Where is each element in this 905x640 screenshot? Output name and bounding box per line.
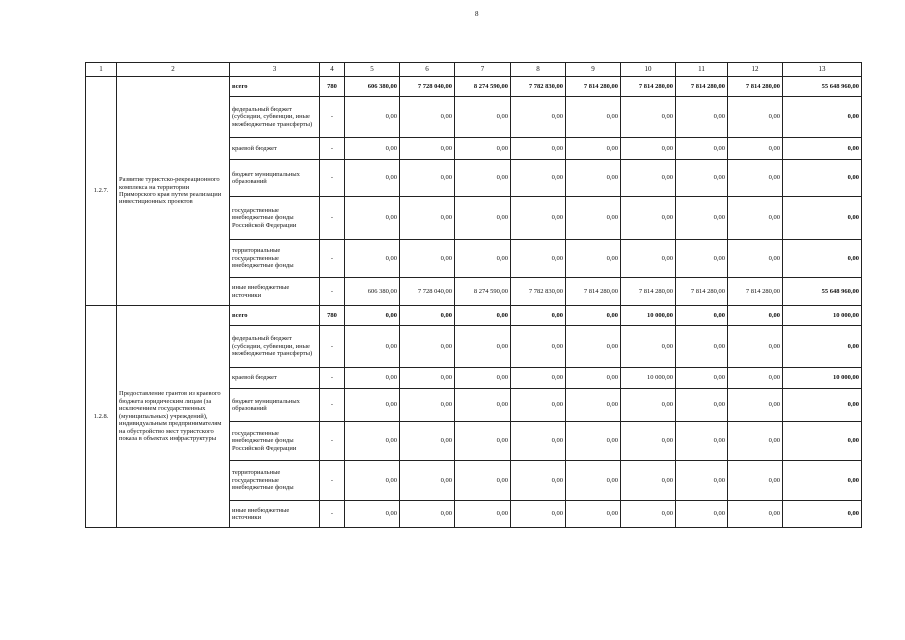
column-number: 11 [676, 63, 728, 77]
amount-cell: 0,00 [566, 160, 621, 197]
amount-cell: 10 000,00 [621, 368, 676, 389]
amount-cell: 7 814 280,00 [621, 77, 676, 97]
amount-cell: 0,00 [728, 501, 783, 528]
amount-cell: 0,00 [511, 461, 566, 501]
funding-source: территориальные государственные внебюджетные фонды [230, 461, 320, 501]
amount-cell: 0,00 [455, 138, 511, 160]
amount-cell: 0,00 [455, 501, 511, 528]
amount-cell: 0,00 [621, 501, 676, 528]
amount-cell: 0,00 [511, 197, 566, 240]
table-row [86, 306, 862, 326]
amount-cell: 0,00 [345, 138, 400, 160]
amount-cell: 0,00 [621, 461, 676, 501]
amount-cell: 0,00 [400, 138, 455, 160]
amount-cell: 0,00 [783, 240, 862, 278]
amount-cell: 0,00 [400, 422, 455, 461]
column-4-value: - [320, 368, 345, 389]
amount-cell: 0,00 [676, 389, 728, 422]
amount-cell: 0,00 [676, 138, 728, 160]
amount-cell: 7 814 280,00 [566, 278, 621, 306]
amount-cell: 0,00 [676, 326, 728, 368]
amount-cell: 0,00 [676, 501, 728, 528]
amount-cell: 0,00 [728, 306, 783, 326]
amount-cell: 0,00 [728, 240, 783, 278]
column-4-value: - [320, 160, 345, 197]
amount-cell: 0,00 [621, 160, 676, 197]
column-number: 12 [728, 63, 783, 77]
amount-cell: 0,00 [783, 160, 862, 197]
amount-cell: 0,00 [676, 422, 728, 461]
amount-cell: 0,00 [676, 461, 728, 501]
amount-cell: 0,00 [783, 389, 862, 422]
funding-source: всего [230, 306, 320, 326]
amount-cell: 0,00 [621, 389, 676, 422]
amount-cell: 0,00 [566, 197, 621, 240]
amount-cell: 7 814 280,00 [676, 77, 728, 97]
column-number: 8 [511, 63, 566, 77]
amount-cell: 0,00 [621, 326, 676, 368]
amount-cell: 0,00 [676, 97, 728, 138]
amount-cell: 0,00 [345, 422, 400, 461]
amount-cell: 0,00 [455, 389, 511, 422]
amount-cell: 0,00 [511, 422, 566, 461]
column-4-value: - [320, 278, 345, 306]
amount-cell: 0,00 [345, 197, 400, 240]
amount-cell: 0,00 [511, 501, 566, 528]
amount-cell: 0,00 [783, 422, 862, 461]
amount-cell: 0,00 [566, 240, 621, 278]
column-number: 5 [345, 63, 400, 77]
amount-cell: 0,00 [728, 97, 783, 138]
amount-cell: 7 728 040,00 [400, 77, 455, 97]
column-4-value: - [320, 97, 345, 138]
funding-source: территориальные государственные внебюджетные фонды [230, 240, 320, 278]
column-number: 13 [783, 63, 862, 77]
amount-cell: 0,00 [566, 138, 621, 160]
column-4-value: 780 [320, 77, 345, 97]
amount-cell: 0,00 [566, 326, 621, 368]
column-4-value: - [320, 389, 345, 422]
column-number: 9 [566, 63, 621, 77]
item-name: Развитие туристско-рекреационного комплекса на территории Приморского края путем реализации инвестиционных проектов [117, 77, 230, 306]
amount-cell: 0,00 [566, 368, 621, 389]
amount-cell: 606 380,00 [345, 77, 400, 97]
amount-cell: 0,00 [566, 422, 621, 461]
page-number: 8 [475, 10, 479, 18]
amount-cell: 0,00 [783, 97, 862, 138]
column-4-value: - [320, 461, 345, 501]
amount-cell: 0,00 [728, 368, 783, 389]
amount-cell: 0,00 [455, 197, 511, 240]
funding-source: бюджет муниципальных образований [230, 160, 320, 197]
amount-cell: 0,00 [345, 368, 400, 389]
amount-cell: 8 274 590,00 [455, 77, 511, 97]
amount-cell: 0,00 [455, 97, 511, 138]
amount-cell: 0,00 [728, 326, 783, 368]
amount-cell: 0,00 [511, 368, 566, 389]
column-number: 10 [621, 63, 676, 77]
column-4-value: - [320, 240, 345, 278]
column-4-value: - [320, 197, 345, 240]
amount-cell: 0,00 [455, 422, 511, 461]
amount-cell: 7 782 830,00 [511, 278, 566, 306]
amount-cell: 0,00 [345, 501, 400, 528]
amount-cell: 0,00 [455, 306, 511, 326]
amount-cell: 0,00 [400, 461, 455, 501]
amount-cell: 0,00 [400, 326, 455, 368]
amount-cell: 0,00 [511, 326, 566, 368]
amount-cell: 0,00 [345, 240, 400, 278]
amount-cell: 0,00 [400, 501, 455, 528]
column-number-row [86, 63, 862, 77]
amount-cell: 0,00 [400, 306, 455, 326]
funding-source: иные внебюджетные источники [230, 278, 320, 306]
item-code: 1.2.7. [86, 77, 117, 306]
amount-cell: 0,00 [566, 501, 621, 528]
funding-source: всего [230, 77, 320, 97]
amount-cell: 0,00 [621, 138, 676, 160]
funding-source: федеральный бюджет (субсидии, субвенции, иные межбюджетные трансферты) [230, 326, 320, 368]
amount-cell: 55 648 960,00 [783, 278, 862, 306]
amount-cell: 0,00 [455, 326, 511, 368]
amount-cell: 0,00 [345, 306, 400, 326]
column-number: 1 [86, 63, 117, 77]
amount-cell: 0,00 [400, 160, 455, 197]
amount-cell: 0,00 [728, 389, 783, 422]
amount-cell: 0,00 [566, 461, 621, 501]
amount-cell: 0,00 [728, 422, 783, 461]
amount-cell: 0,00 [783, 197, 862, 240]
amount-cell: 0,00 [455, 160, 511, 197]
amount-cell: 0,00 [345, 326, 400, 368]
amount-cell: 0,00 [511, 389, 566, 422]
table-row [86, 77, 862, 97]
amount-cell: 0,00 [511, 240, 566, 278]
amount-cell: 7 728 040,00 [400, 278, 455, 306]
funding-source: государственные внебюджетные фонды Российской Федерации [230, 197, 320, 240]
amount-cell: 0,00 [676, 197, 728, 240]
amount-cell: 0,00 [621, 240, 676, 278]
amount-cell: 8 274 590,00 [455, 278, 511, 306]
amount-cell: 0,00 [566, 389, 621, 422]
amount-cell: 0,00 [400, 240, 455, 278]
amount-cell: 0,00 [728, 197, 783, 240]
amount-cell: 10 000,00 [621, 306, 676, 326]
amount-cell: 0,00 [345, 160, 400, 197]
funding-source: краевой бюджет [230, 138, 320, 160]
column-number: 7 [455, 63, 511, 77]
amount-cell: 0,00 [511, 160, 566, 197]
amount-cell: 0,00 [621, 97, 676, 138]
funding-source: иные внебюджетные источники [230, 501, 320, 528]
amount-cell: 0,00 [511, 138, 566, 160]
amount-cell: 0,00 [676, 160, 728, 197]
column-number: 4 [320, 63, 345, 77]
amount-cell: 0,00 [728, 461, 783, 501]
amount-cell: 0,00 [676, 240, 728, 278]
amount-cell: 7 814 280,00 [621, 278, 676, 306]
amount-cell: 0,00 [676, 368, 728, 389]
amount-cell: 0,00 [783, 461, 862, 501]
amount-cell: 7 814 280,00 [728, 278, 783, 306]
amount-cell: 0,00 [345, 461, 400, 501]
amount-cell: 0,00 [783, 501, 862, 528]
column-4-value: - [320, 138, 345, 160]
funding-source: бюджет муниципальных образований [230, 389, 320, 422]
column-4-value: 780 [320, 306, 345, 326]
amount-cell: 0,00 [728, 138, 783, 160]
amount-cell: 0,00 [400, 97, 455, 138]
column-number: 2 [117, 63, 230, 77]
amount-cell: 7 814 280,00 [676, 278, 728, 306]
amount-cell: 0,00 [566, 306, 621, 326]
column-number: 6 [400, 63, 455, 77]
amount-cell: 0,00 [455, 240, 511, 278]
column-4-value: - [320, 422, 345, 461]
column-4-value: - [320, 326, 345, 368]
amount-cell: 0,00 [400, 389, 455, 422]
amount-cell: 7 782 830,00 [511, 77, 566, 97]
funding-source: государственные внебюджетные фонды Российской Федерации [230, 422, 320, 461]
item-name: Предоставление грантов из краевого бюджета юридическим лицам (за исключением государственных (муниципальных) учреждений), индивидуальным предпринимателям на обустройство мест туристского показа в объектах инфраструктуры [117, 306, 230, 528]
funding-source: федеральный бюджет (субсидии, субвенции, иные межбюджетные трансферты) [230, 97, 320, 138]
funding-source: краевой бюджет [230, 368, 320, 389]
amount-cell: 0,00 [621, 197, 676, 240]
amount-cell: 0,00 [783, 326, 862, 368]
amount-cell: 10 000,00 [783, 368, 862, 389]
column-4-value: - [320, 501, 345, 528]
amount-cell: 7 814 280,00 [566, 77, 621, 97]
item-code: 1.2.8. [86, 306, 117, 528]
amount-cell: 0,00 [621, 422, 676, 461]
amount-cell: 0,00 [566, 97, 621, 138]
amount-cell: 7 814 280,00 [728, 77, 783, 97]
amount-cell: 10 000,00 [783, 306, 862, 326]
amount-cell: 0,00 [400, 197, 455, 240]
amount-cell: 0,00 [455, 368, 511, 389]
amount-cell: 0,00 [455, 461, 511, 501]
amount-cell: 0,00 [728, 160, 783, 197]
amount-cell: 0,00 [783, 138, 862, 160]
budget-table [85, 62, 862, 528]
column-number: 3 [230, 63, 320, 77]
amount-cell: 0,00 [400, 368, 455, 389]
amount-cell: 606 380,00 [345, 278, 400, 306]
amount-cell: 0,00 [511, 306, 566, 326]
amount-cell: 0,00 [511, 97, 566, 138]
amount-cell: 55 648 960,00 [783, 77, 862, 97]
amount-cell: 0,00 [345, 389, 400, 422]
amount-cell: 0,00 [345, 97, 400, 138]
amount-cell: 0,00 [676, 306, 728, 326]
